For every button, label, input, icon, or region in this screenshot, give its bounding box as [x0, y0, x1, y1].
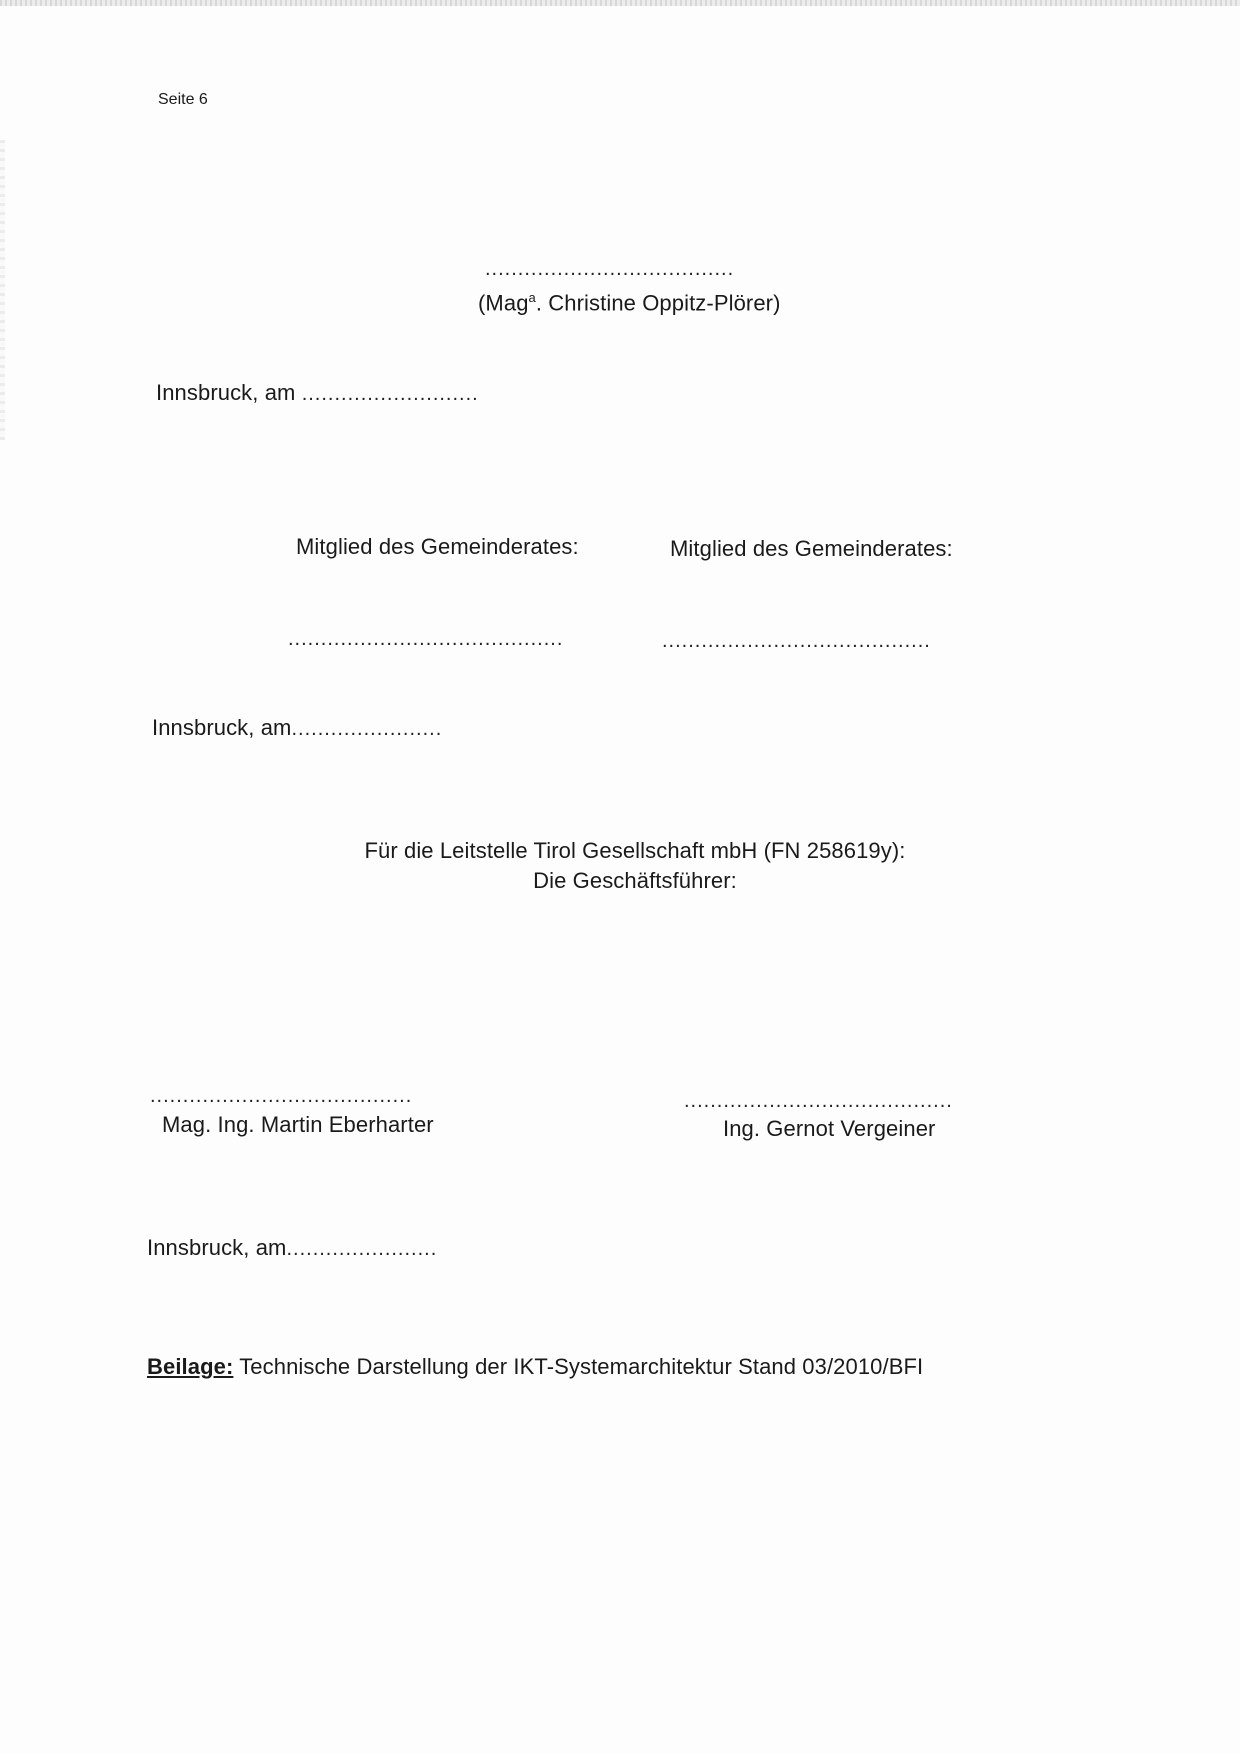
company-line-2: Die Geschäftsführer:	[533, 868, 737, 893]
page-label: Seite 6	[158, 91, 208, 108]
attachment-label: Beilage:	[147, 1354, 234, 1379]
place-date-2	[152, 715, 442, 741]
place-date-1	[156, 380, 479, 406]
mayor-name-rest: . Christine Oppitz-Plörer)	[535, 290, 781, 316]
council-member-left-label: Mitglied des Gemeinderates:	[296, 534, 579, 559]
place-date-1-label: Innsbruck, am	[156, 380, 296, 405]
manager-left-signature-line: ........................................	[150, 1085, 413, 1107]
place-date-3-dots: .......................	[286, 1238, 438, 1260]
company-line-1: Für die Leitstelle Tirol Gesellschaft mbH (FN 258619y):	[364, 838, 906, 863]
council-right-signature-line: .........................................	[662, 630, 931, 652]
council-left-signature-line: ..........................................	[288, 628, 564, 650]
scan-edge-left	[0, 140, 5, 440]
place-date-2-dots: .......................	[291, 718, 443, 740]
mayor-name	[478, 290, 781, 316]
council-member-right-label: Mitglied des Gemeinderates:	[670, 536, 953, 561]
attachment-text: Technische Darstellung der IKT-Systemarchitektur Stand 03/2010/BFI	[233, 1354, 924, 1379]
attachment-line	[147, 1354, 923, 1380]
place-date-1-dots: ...........................	[301, 383, 479, 405]
scan-edge-top	[0, 0, 1240, 6]
mayor-name-sup: a	[528, 290, 536, 305]
place-date-2-label: Innsbruck, am	[152, 715, 292, 740]
place-date-3-label: Innsbruck, am	[147, 1235, 287, 1260]
mayor-signature-line: ......................................	[485, 258, 735, 280]
manager-left-name: Mag. Ing. Martin Eberharter	[162, 1112, 434, 1137]
manager-right-signature-line: .........................................	[684, 1090, 953, 1112]
mayor-name-prefix: (Mag	[478, 290, 529, 316]
place-date-3	[147, 1235, 437, 1261]
manager-right-name: Ing. Gernot Vergeiner	[723, 1116, 936, 1141]
